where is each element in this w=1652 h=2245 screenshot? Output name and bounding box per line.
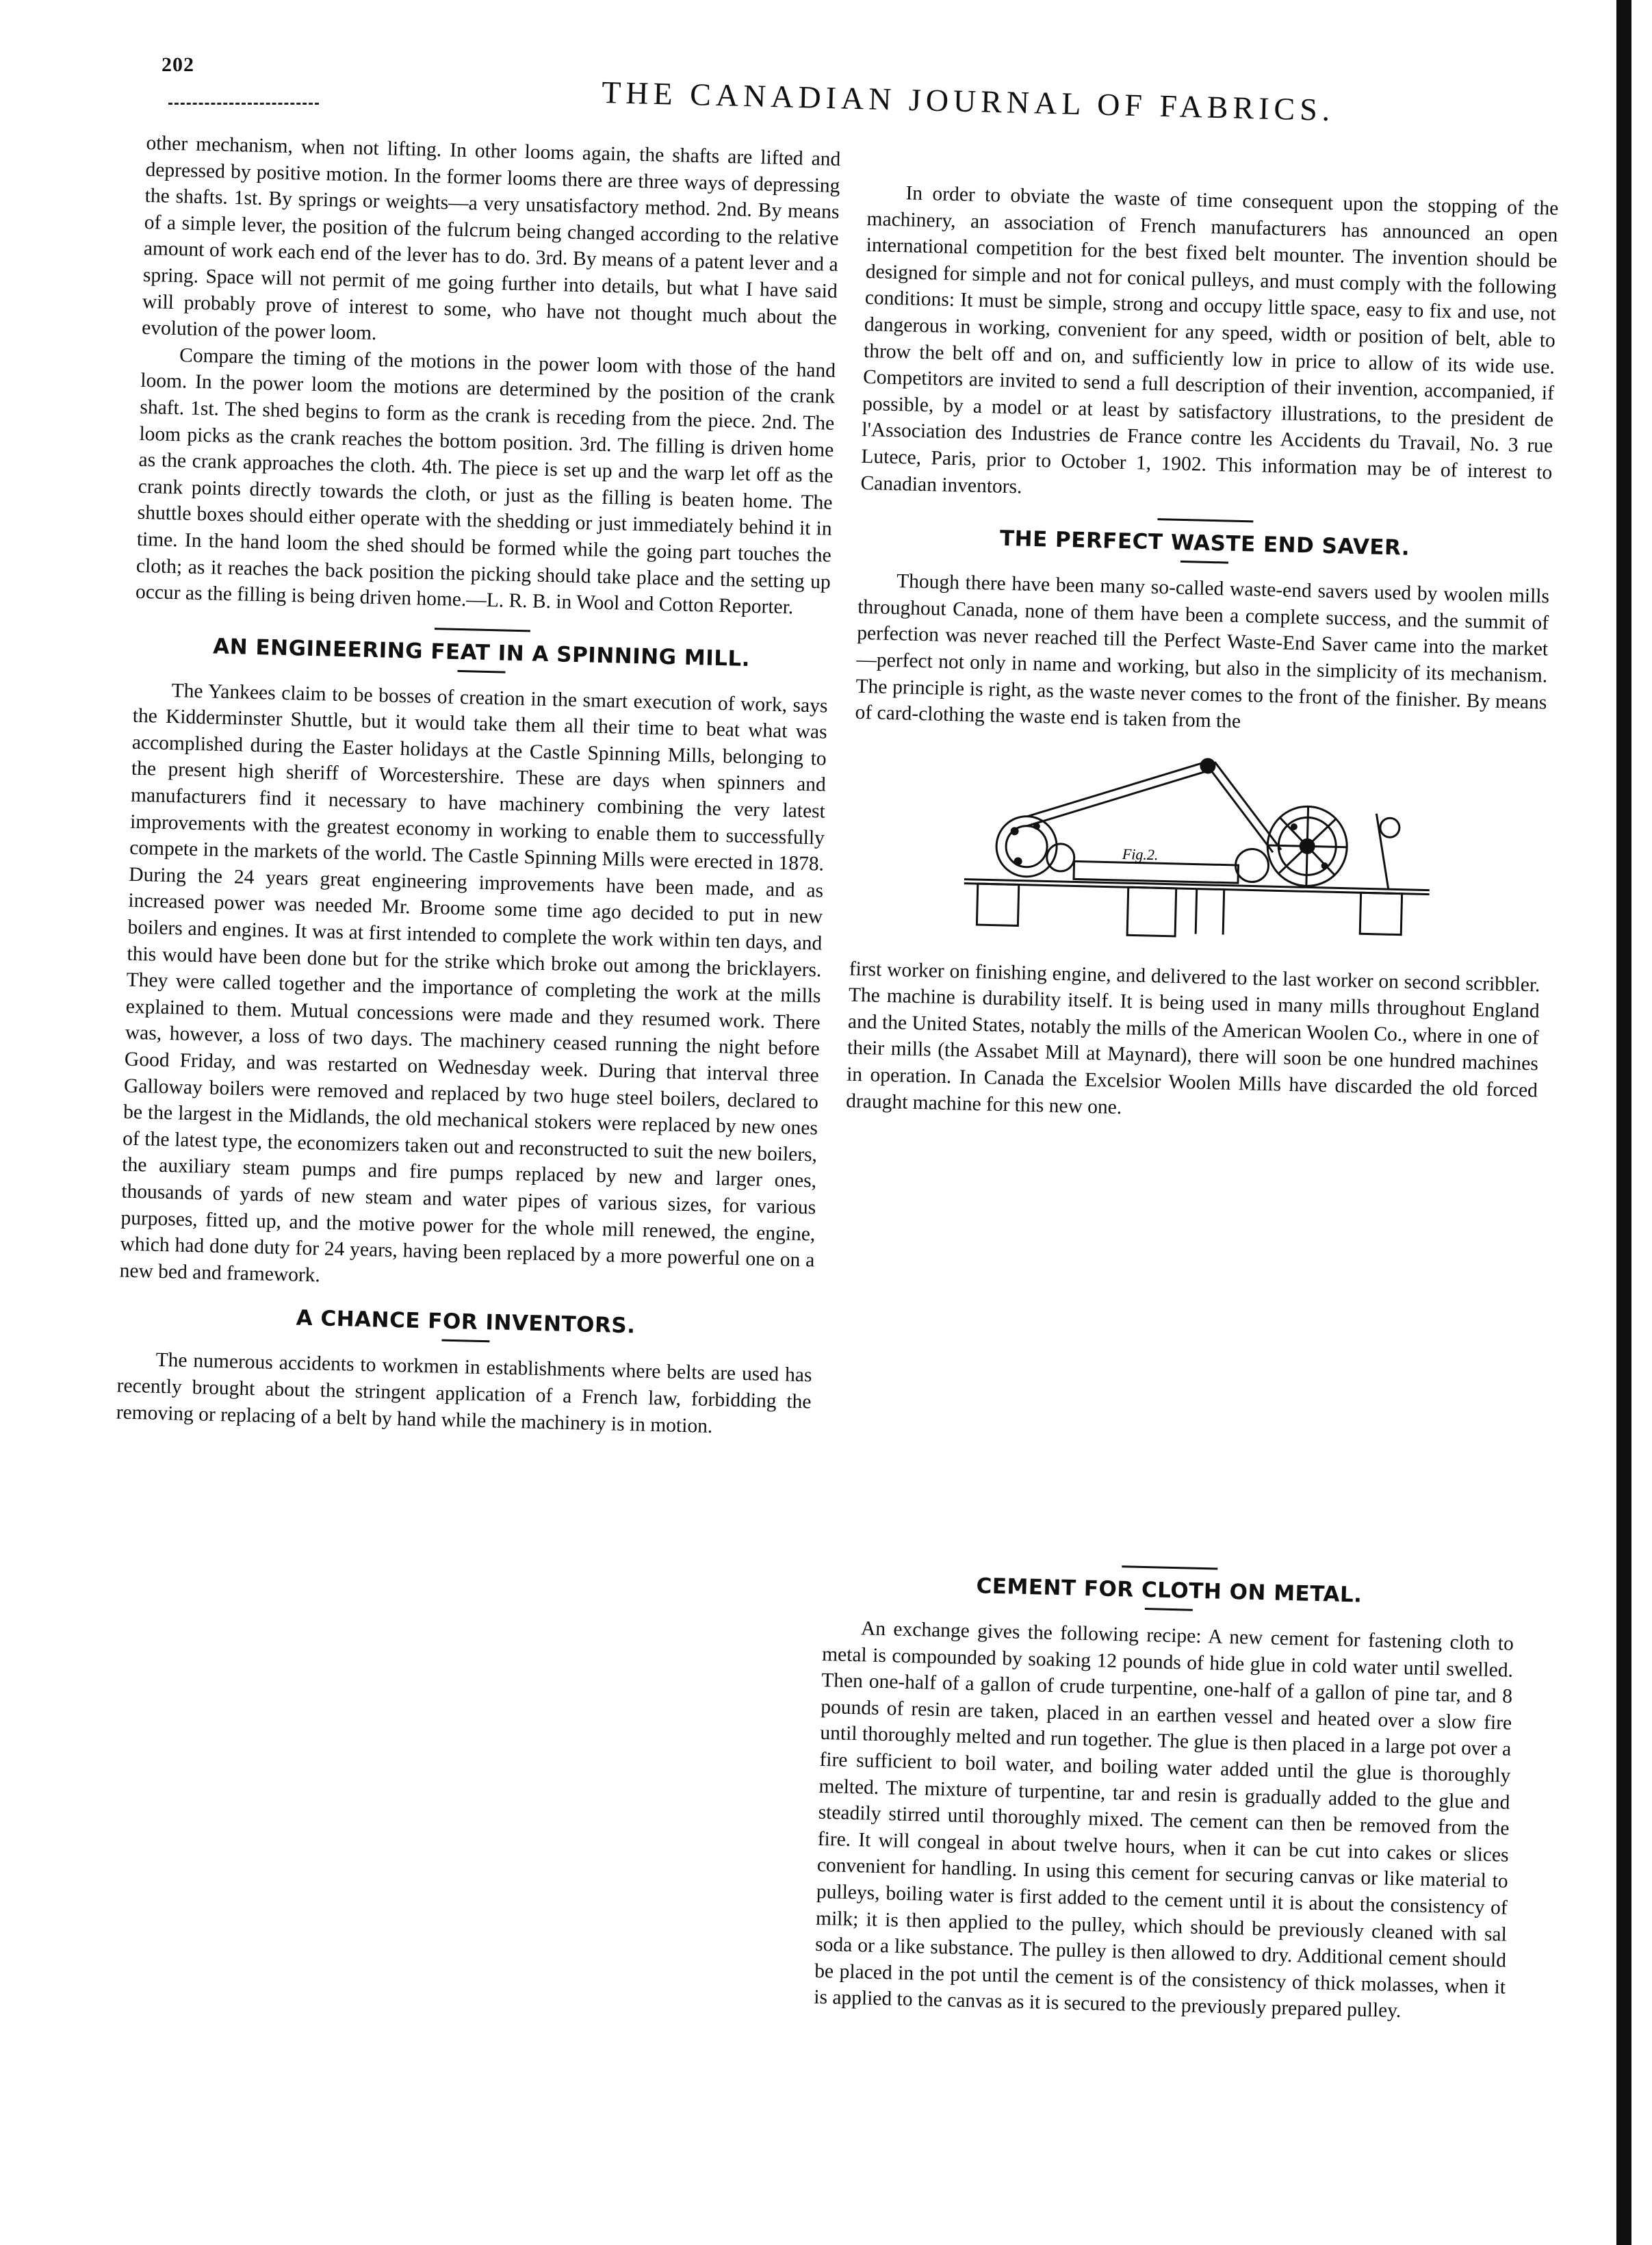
cement-paragraph: An exchange gives the following recipe: A new cement for fastening cloth to metal is compounded by soaking 12 pounds of hide glue in cold water until swelled. Then one-half of a gallon of crude turpentine, one-half of a gallon of pine tar, and 8 pounds of resin are taken, placed in an earthen vessel and heated over a slow fire until thoroughly melted and run together. The glue is then placed in a large pot over a fire sufficient to boil water, and boiling water added until the glue is thoroughly melted. The mixture of turpentine, tar and resin is gradually added to the glue and steadily stirred until thoroughly mixed. The cement can then be removed from the fire. It will congeal in about twelve hours, when it can be cut into cakes or slices convenient for handling. In using this cement for securing canvas or like material to pulleys, boiling water is first added to the cement until it is about the consistency of milk; it is then applied to the pulley, which should be previously cleaned with sal soda or a like substance. The pulley is then allowed to dry. Additional cement should be placed in the pot until the cement is of the consistency of thick molasses, when it is applied to the canvas as it is secured to the previously prepared pulley. [813,1617,1514,2023]
machine-leg-left [977,884,1018,925]
heading-underline [457,670,505,674]
right-column-lower [814,1543,1516,2027]
timing-paragraph: Compare the timing of the motions in the power loom with those of the hand loom. In the power loom the motions are determined by the position of the crank shaft. 1st. The shed begins to form as the crank is receding from the piece. 2nd. The loom picks as the crank reaches the bottom position. 3rd. The filling is driven home as the crank approaches the cloth. 4th. The piece is set up and the warp let off as the crank points directly towards the cloth, or just as the filling is beaten home. The shuttle boxes should either operate with the shedding or just immediately behind it in time. In the hand loom the shed should be formed while the going part touches the cloth; as it reaches the back position the picking should take place and the setting up occur as the filling is being driven home.—L. R. B. in Wool and Cotton Reporter. [135,344,836,619]
section-divider [1122,1565,1217,1569]
figure-label: Fig.2. [1122,845,1159,863]
roller-small [1046,843,1074,871]
machine-leg-right [1360,893,1402,934]
arm-pivot [1201,758,1215,772]
waste-end-heading: THE PERFECT WASTE END SAVER. [999,526,1410,561]
heading-underline [1180,561,1228,564]
section-divider [1157,518,1253,522]
journal-title: THE CANADIAN JOURNAL OF FABRICS. [601,74,1335,128]
inventors-paragraph: The numerous accidents to workmen in establishments where belts are used has recently brought about the stringent application of a French law, forbidding the removing or replacing of a belt by hand while the machinery is in motion. [116,1349,812,1437]
heading-underline [1145,1608,1193,1611]
section-divider [434,628,530,632]
page-number: 202 [162,53,194,76]
cement-heading: CEMENT FOR CLOTH ON METAL. [976,1574,1363,1608]
engineering-paragraph: The Yankees claim to be bosses of creation in the smart execution of work, says the Kidderminster Shuttle, but it would take them all their time to beat what was accomplished during the Easter holidays at the Castle Spinning Mills, belonging to the present high sheriff of Worcestershire. These are days when spinners and manufacturers find it necessary to have machinery combining the very latest improvements with the greatest economy in working to enable them to successfully compete in the markets of the world. The Castle Spinning Mills were erected in 1878. During the 24 years great engineering improvements have been made, and as increased power was needed Mr. Broome some time ago decided to put in new boilers and engines. It was at first intended to complete the work within ten days, and this would have been done but for the strike which broke out among the bricklayers. They were called together and the importance of completing the work at the mills explained to them. Mutual concessions were made and they resumed work. There was, however, a loss of two days. The machinery ceased running the night before Good Friday, and was restarted on Wednesday week. During that interval three Galloway boilers were removed and replaced by two huge steel boilers, declared to be the largest in the Midlands, the old mechanical stokers were replaced by new ones of the latest type, the economizers taken out and reconstructed to suit the new boilers, the auxiliary steam pumps and fire pumps replaced by new and larger ones, thousands of yards of new steam and water pipes of various sizes, for various purposes, fitted up, and the motive power for the whole mill renewed, the engine, which had done duty for 24 years, having been replaced by a more powerful one on a new bed and framework. [119,679,828,1287]
looms-continuation-paragraph: other mechanism, when not lifting. In other looms again, the shafts are lifted and depressed by positive motion. In the former looms there are three ways of depressing the shafts. 1st. By springs or weights—a very unsatisfactory method. 2nd. By means of a simple lever, the position of the fulcrum being changed according to the relative amount of work each end of the lever has to do. 3rd. By means of a patent lever and a spring. Space will not permit of me going further into details, but what I have said will probably prove of interest to some, who have not thought much about the evolution of the power loom. [141,131,841,345]
inventors-heading: A CHANCE FOR INVENTORS. [296,1305,636,1339]
left-column [116,130,840,1442]
arm-upper [1027,757,1206,820]
waste-end-saver-illustration [949,742,1447,959]
scan-edge-bar [1616,0,1631,2245]
drum-left [996,815,1057,877]
arm-lower [1204,765,1275,852]
machine-drawing [949,742,1447,959]
waste-end-continued-paragraph: first worker on finishing engine, and delivered to the last worker on second scribbler. The machine is durability itself. It is being used in many mills throughout England and the United States, notably the mills of the American Woolen Co., where in one of their mills (the Assabet Mill at Maynard), there will soon be one hundred machines in operation. In Canada the Excelsior Woolen Mills have discarded the old forced draught machine for this new one. [845,958,1540,1118]
machine-leg-middle [1127,887,1176,936]
feed-table [1074,861,1239,883]
heading-underline [441,1339,489,1343]
right-column [846,179,1559,1131]
header-rule [168,103,319,105]
engineering-heading: AN ENGINEERING FEAT IN A SPINNING MILL. [212,634,751,671]
waste-end-paragraph: Though there have been many so-called waste-end savers used by woolen mills throughout Canada, none of them have been a complete success, and the summit of perfection was never reached till the Perfect Waste-End Saver came into the market—perfect not only in name and working, but also in the simplicity of its mechanism. The principle is right, as the waste never comes to the front of the finisher. By means of card-clothing the waste end is taken from the [855,570,1550,733]
inventors-continuation-paragraph: In order to obviate the waste of time consequent upon the stopping of the machinery, an association of French manufacturers has announced an open international competition for the best fixed belt mounter. The invention should be designed for simple and not for conical pulleys, and must comply with the following conditions: It must be simple, strong and occupy little space, easy to fix and use, not dangerous in working, convenient for any speed, width or position of belt, able to throw the belt off and on, and sufficiently low in price to allow of its wide use. Competitors are invited to send a full description of their invention, accompanied, if possible, by a model or at least by satisfactory illustrations, to the president de l'Association des Industries de France contre les Accidents du Travail, No. 3 rue Lutece, Paris, prior to October 1, 1902. This information may be of interest to Canadian inventors. [860,182,1559,498]
roller-medium [1235,849,1269,882]
